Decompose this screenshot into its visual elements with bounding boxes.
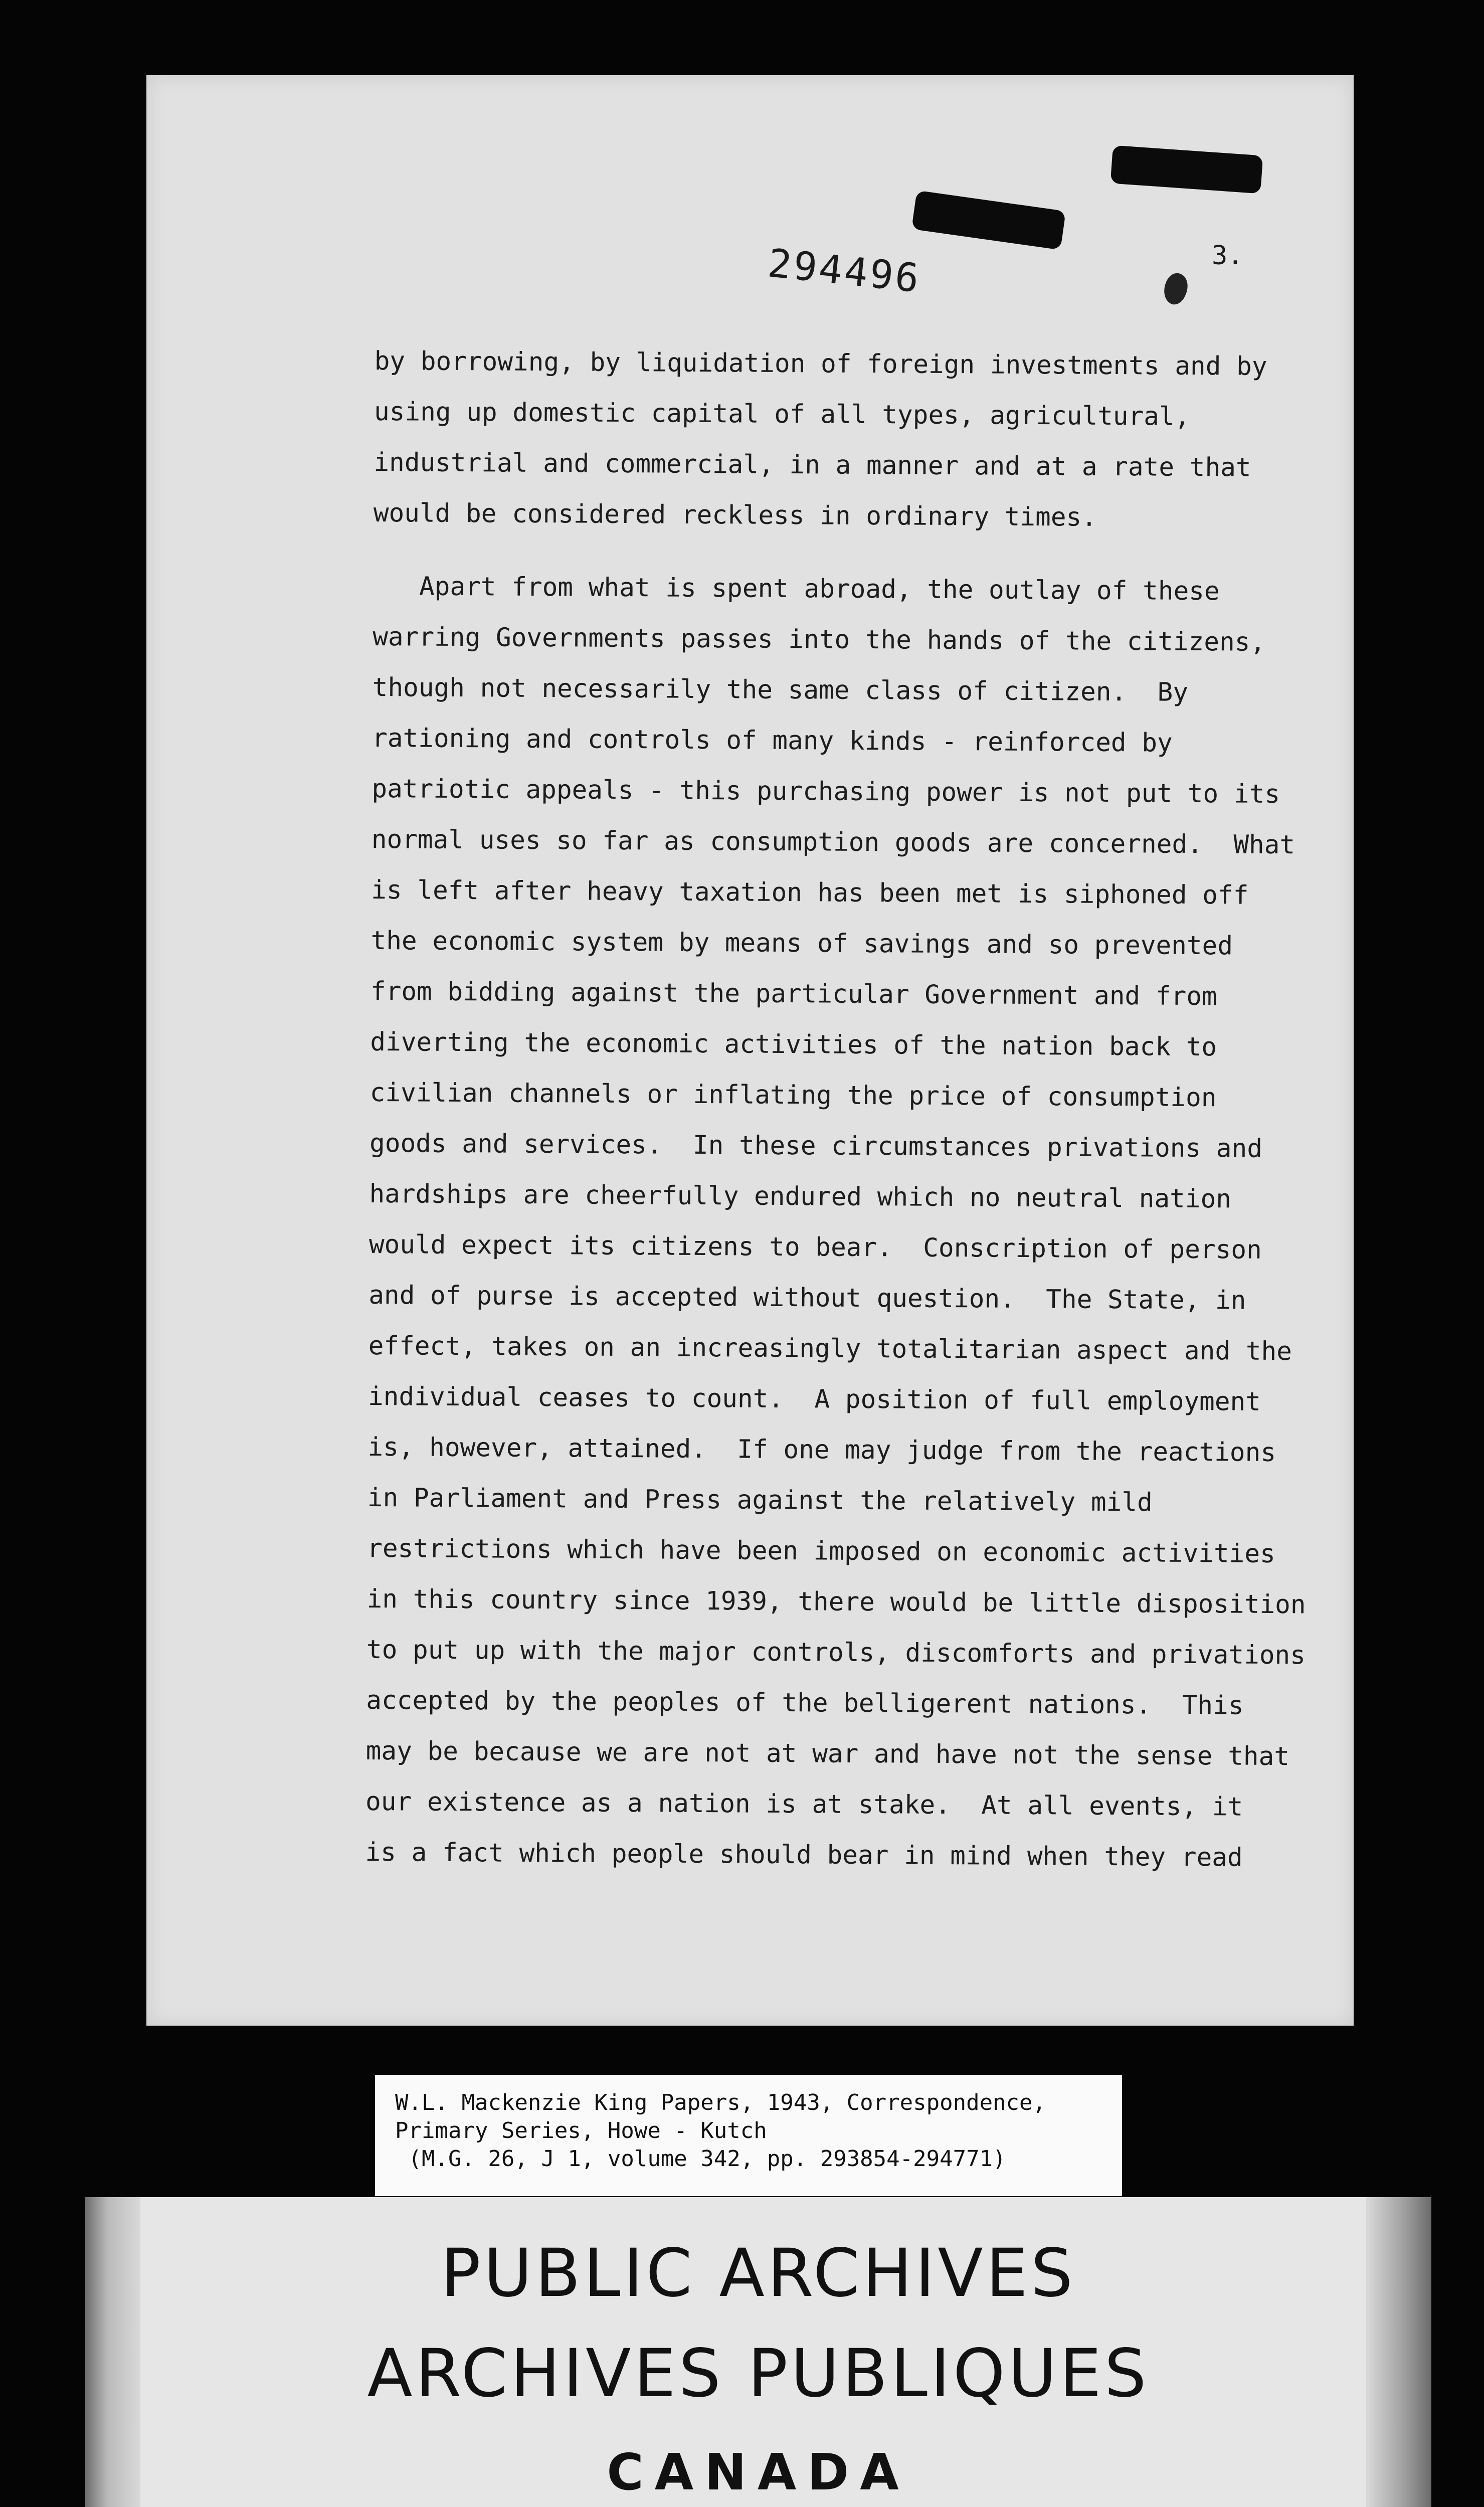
- redaction-mark: [911, 191, 1066, 250]
- text-line: diverting the economic activities of the nation back to: [370, 1027, 1217, 1062]
- text-line: warring Governments passes into the hands of the citizens,: [373, 622, 1266, 657]
- text-line: the economic system by means of savings and so prevented: [370, 926, 1233, 961]
- text-line: may be because we are not at war and have not the sense that: [365, 1736, 1290, 1772]
- text-line: individual ceases to count. A position of full employment: [367, 1381, 1261, 1417]
- text-line: patriotic appeals - this purchasing power is not put to its: [372, 774, 1280, 810]
- text-line: Apart from what is spent abroad, the outlay of these: [373, 571, 1220, 607]
- text-line: and of purse is accepted without question. The State, in: [368, 1280, 1246, 1316]
- text-line: rationing and controls of many kinds - reinforced by: [372, 723, 1173, 758]
- reference-line: W.L. Mackenzie King Papers, 1943, Correspondence,: [395, 2090, 1046, 2115]
- banner-country: CANADA: [607, 2443, 910, 2501]
- text-line: is a fact which people should bear in mind when they read: [365, 1837, 1243, 1873]
- text-line: is, however, attained. If one may judge from the reactions: [367, 1432, 1276, 1468]
- typed-body-text: [365, 336, 1327, 1884]
- text-line: would be considered reckless in ordinary times.: [373, 498, 1097, 532]
- text-line: industrial and commercial, in a manner and at a rate that: [374, 447, 1251, 483]
- text-line: is left after heavy taxation has been met is siphoned off: [371, 875, 1249, 911]
- page-number: 3.: [1212, 241, 1243, 271]
- text-line: to put up with the major controls, discomforts and privations: [366, 1635, 1306, 1671]
- ink-smudge: [1159, 270, 1193, 308]
- reference-line: Primary Series, Howe - Kutch: [395, 2118, 767, 2143]
- document-number: 294496: [766, 241, 923, 302]
- banner-title-english: PUBLIC ARCHIVES: [441, 2235, 1076, 2312]
- text-line: from bidding against the particular Government and from: [370, 976, 1217, 1012]
- text-line: civilian channels or inflating the price of consumption: [369, 1078, 1217, 1113]
- text-line: in this country since 1939, there would be little disposition: [366, 1584, 1306, 1620]
- reference-line: (M.G. 26, J 1, volume 342, pp. 293854-294771): [395, 2146, 1006, 2172]
- text-line: restrictions which have been imposed on economic activities: [367, 1533, 1275, 1569]
- text-line: using up domestic capital of all types, agricultural,: [374, 397, 1190, 432]
- text-line: though not necessarily the same class of citizen. By: [372, 672, 1189, 707]
- text-line: would expect its citizens to bear. Conscription of person: [368, 1229, 1262, 1265]
- reference-label: [375, 2075, 1122, 2196]
- text-line: in Parliament and Press against the relatively mild: [367, 1483, 1153, 1518]
- text-line: accepted by the peoples of the belligerent nations. This: [366, 1685, 1244, 1721]
- text-line: hardships are cheerfully endured which no neutral nation: [369, 1179, 1232, 1214]
- text-line: effect, takes on an increasingly totalitarian aspect and the: [368, 1331, 1292, 1367]
- typed-page: [146, 75, 1354, 2026]
- text-line: by borrowing, by liquidation of foreign investments and by: [374, 346, 1267, 382]
- archives-banner: [85, 2197, 1431, 2507]
- redaction-mark: [1110, 145, 1263, 194]
- text-line: goods and services. In these circumstances privations and: [369, 1128, 1263, 1164]
- text-line: our existence as a nation is at stake. At all events, it: [365, 1786, 1243, 1822]
- banner-title-french: ARCHIVES PUBLIQUES: [367, 2335, 1150, 2412]
- text-line: normal uses so far as consumption goods are concerned. What: [371, 824, 1295, 860]
